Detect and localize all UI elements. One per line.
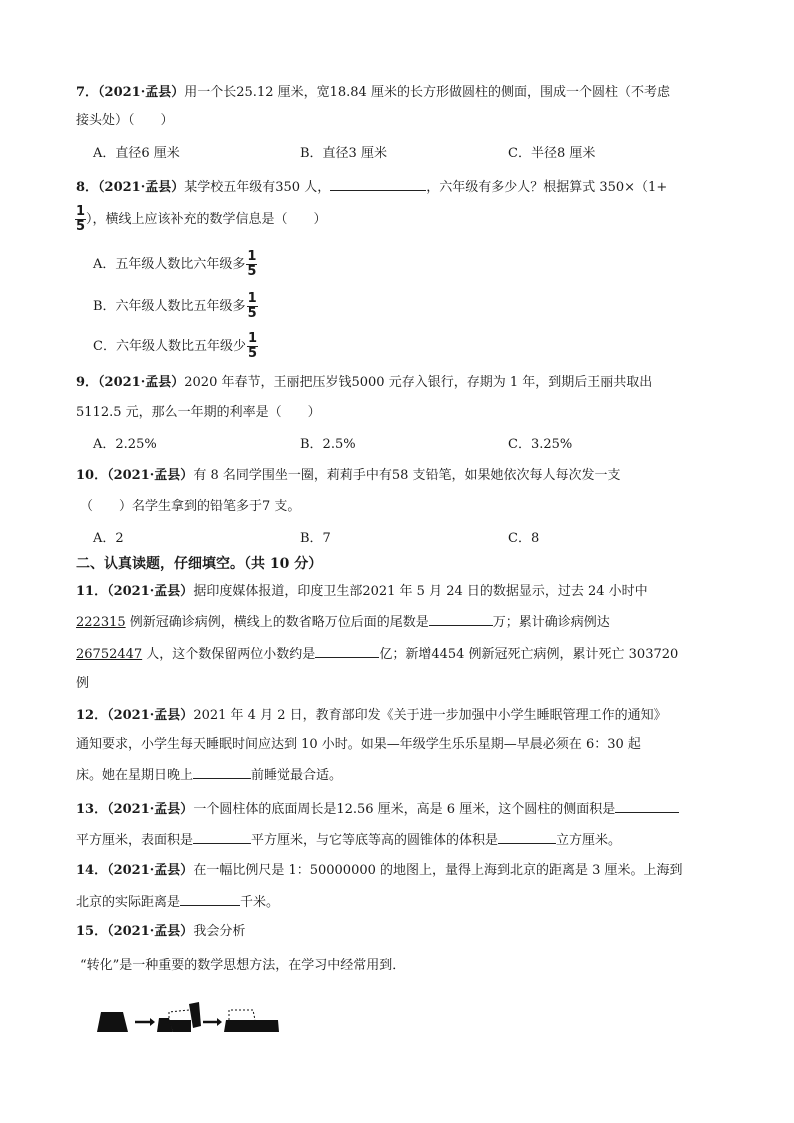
q11-stem: 据印度媒体报道，印度卫生部2021 年 5 月 24 日的数据显示，过去 24 小时中 [193, 584, 648, 599]
q15-line-1 [76, 922, 245, 942]
q7-option-c: C．半径8 厘米 [508, 146, 596, 161]
q8-option-a: A．五年级人数比六年级多 $\frac{1}{5}$ [93, 249, 257, 279]
q15-stem: 我会分析 [193, 924, 246, 939]
q8-option-b: B．六年级人数比五年级多 $\frac{1}{5}$ [93, 291, 257, 321]
q14-stem: 在一幅比例尺是 1：50000000 的地图上，量得上海到北京的距离是 3 厘米。上海到 [193, 863, 683, 878]
q7-tag: （2021·孟县） [98, 85, 185, 100]
q11-line-2: 222315 例新冠确诊病例，横线上的数省略万位后面的尾数是 万；累计确诊病例达 [76, 611, 610, 633]
q8-line-2 [74, 205, 327, 235]
q12-number: 12． [76, 708, 108, 723]
q14-blank[interactable] [180, 891, 240, 906]
q11-underlined-number-1: 222315 [76, 615, 126, 630]
q14-line-2: 北京的实际距离是 千米。 [76, 891, 279, 913]
q13-blank-2[interactable] [193, 829, 251, 844]
q9-option-c: C．3.25% [508, 437, 573, 452]
q15-line-2: “转化”是一种重要的数学思想方法，在学习中经常用到． [80, 958, 406, 973]
trapezoid-transformation-figure [95, 1000, 285, 1050]
q10-option-a: A．2 [93, 531, 124, 546]
q10-tag: （2021·孟县） [107, 468, 194, 483]
q8-stem: 某学校五年级有350 人， [184, 180, 331, 195]
q10-number: 10． [76, 468, 108, 483]
q14-line-1 [76, 861, 683, 881]
section-2-title: 二、认真读题，仔细填空。（共 10 分） [76, 556, 323, 572]
q11-tag: （2021·孟县） [107, 584, 194, 599]
q13-stem: 一个圆柱体的底面周长是12.56 厘米，高是 6 厘米，这个圆柱的侧面积是 [193, 802, 616, 817]
q13-line-2: 平方厘米，表面积是 平方厘米，与它等底等高的圆锥体的体积是 立方厘米。 [76, 829, 621, 851]
q7-option-b: B．直径3 厘米 [300, 146, 387, 161]
q11-blank-1[interactable] [429, 611, 493, 626]
q8-number: 8． [76, 180, 99, 195]
q8-tag: （2021·孟县） [98, 180, 185, 195]
q11-line-4: 例 [76, 676, 90, 691]
parallelogram-shape [224, 1020, 279, 1032]
q15-tag: （2021·孟县） [107, 924, 194, 939]
q14-tag: （2021·孟县） [107, 863, 194, 878]
q9-option-a: A．2.25% [93, 437, 157, 452]
q15-number: 15． [76, 924, 108, 939]
q11-line-3: 26752447 人，这个数保留两位小数约是 亿；新增4454 例新冠死亡病例，累计死亡 303720 [76, 643, 678, 665]
q12-blank[interactable] [193, 764, 251, 779]
q12-line-1 [76, 706, 667, 726]
q10-option-b: B．7 [300, 531, 331, 546]
q7-line-2: 接头处）（ ） [76, 113, 174, 128]
q8-stem-3: ），横线上应该补充的数学信息是（ ） [86, 212, 327, 227]
q8-fraction: $\frac{1}{5}$ [76, 204, 86, 234]
q10-stem: 有 8 名同学围坐一圈，莉莉手中有58 支铅笔，如果她依次每人每次发一支 [193, 468, 621, 483]
q10-option-c: C．8 [508, 531, 540, 546]
q12-tag: （2021·孟县） [107, 708, 194, 723]
q11-underlined-number-2: 26752447 [76, 647, 143, 662]
q11-blank-2[interactable] [315, 643, 379, 658]
q10-line-2: （ ）名学生拿到的铅笔多于7 支。 [80, 499, 301, 514]
q12-line-2: 通知要求，小学生每天睡眠时间应达到 10 小时。如果—年级学生乐乐星期—早晨必须在 6：30 起 [76, 737, 641, 752]
q9-stem: 2020 年春节，王丽把压岁钱5000 元存入银行，存期为 1 年，到期后王丽共取出 [184, 375, 653, 390]
q13-number: 13． [76, 802, 108, 817]
q11-number: 11． [76, 584, 108, 599]
q14-number: 14． [76, 863, 108, 878]
q10-line-1 [76, 466, 621, 486]
q8-line-1 [76, 176, 667, 198]
q9-line-2: 5112.5 元，那么一年期的利率是（ ） [76, 405, 321, 420]
q8-option-c: C．六年级人数比五年级少 $\frac{1}{5}$ [93, 331, 257, 361]
q9-tag: （2021·孟县） [98, 375, 185, 390]
q7-line-1 [76, 83, 670, 103]
q8-blank[interactable] [330, 176, 426, 191]
q12-line-3: 床。她在星期日晚上 前睡觉最合适。 [76, 764, 342, 786]
q11-line-1 [76, 582, 648, 602]
q13-blank-3[interactable] [498, 829, 556, 844]
q13-blank-1[interactable] [615, 798, 679, 813]
q9-option-b: B．2.5% [300, 437, 356, 452]
q7-option-a: A．直径6 厘米 [93, 146, 180, 161]
q9-line-1 [76, 373, 652, 393]
q12-stem: 2021 年 4 月 2 日，教育部印发《关于进一步加强中小学生睡眠管理工作的通知》 [193, 708, 667, 723]
trapezoid-shape [97, 1012, 128, 1032]
q7-stem: 用一个长25.12 厘米，宽18.84 厘米的长方形做圆柱的侧面，围成一个圆柱（不考虑 [184, 85, 670, 100]
q13-tag: （2021·孟县） [107, 802, 194, 817]
q7-number: 7． [76, 85, 99, 100]
q13-line-1 [76, 798, 679, 820]
q9-number: 9． [76, 375, 99, 390]
q8-stem-2: ，六年级有多少人？根据算式 350×（1+ [426, 180, 668, 195]
